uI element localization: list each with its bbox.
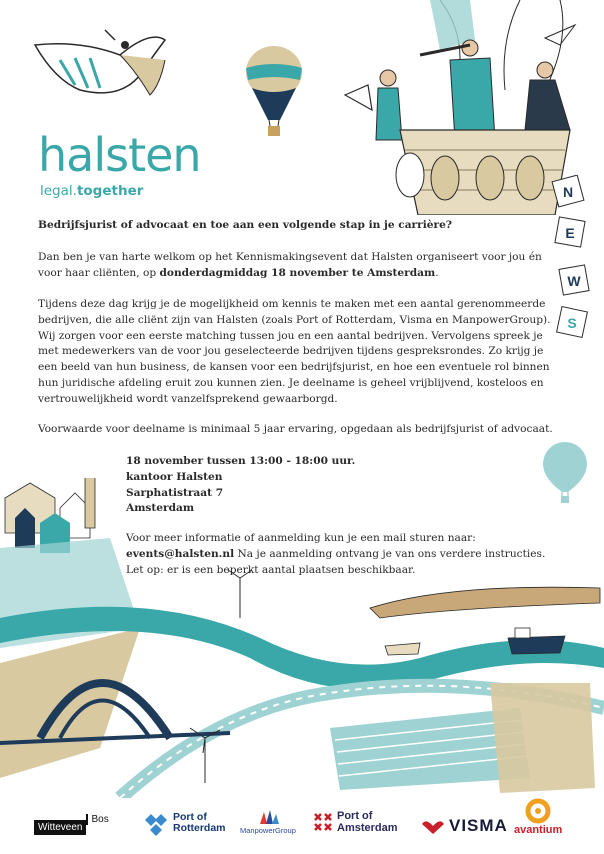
striped-field xyxy=(330,683,595,793)
intro-paragraph: Dan ben je van harte welkom op het Kennismakingsevent dat Halsten organiseert voor jou én voor haar cliënten, op donderdagmiddag 18 november te Amsterdam. xyxy=(38,251,542,279)
port-amsterdam-icon xyxy=(313,811,333,833)
body-paragraph: Tijdens deze dag krijg je de mogelijkheid om kennis te maken met een aantal gerenommeerde bedrijven, die alle cliënt zijn van Halsten (zoals Port of Rotterdam, Visma en ManpowerGroup). Wij zorgen voor een eerste matching tussen jou en een aantal bedrijven. Vervolgens spreek je met medewerkers van de voor jou geselecteerde bedrijven tijdens gespreksrondes. Zo krijg je een beeld van hun business, de kansen voor een bedrijfsjurist, en hoe een eventuele rol binnen hun juridische afdeling eruit zou kunnen zien. Je deelname is geheel vrijblijvend, kosteloos en vertrouwelijkheid wordt vanzelfsprekend gewaarborgd. xyxy=(38,298,551,405)
manpower-icon xyxy=(256,808,280,826)
news-letter-w: W xyxy=(567,273,581,289)
partner-manpowergroup: ManpowerGroup xyxy=(240,808,296,835)
contact-email-link[interactable]: events@halsten.nl xyxy=(126,547,235,560)
small-balloon xyxy=(246,46,302,136)
partner-visma: VISMA xyxy=(420,816,508,836)
avantium-icon xyxy=(523,798,553,824)
event-street: Sarphatistraat 7 xyxy=(126,486,224,499)
halsten-tagline: legal.together xyxy=(40,183,144,199)
partner-port-of-amsterdam: Port of Amsterdam xyxy=(313,810,398,834)
contact-note: Let op: er is een beperkt aantal plaatsen beschikbaar. xyxy=(126,563,416,576)
dike xyxy=(370,587,600,618)
news-letter-e: E xyxy=(565,225,575,241)
halsten-logo: halsten xyxy=(38,128,201,182)
landscape-illustration xyxy=(0,478,604,798)
windmill-illustration xyxy=(190,570,252,783)
requirement-paragraph: Voorwaarde voor deelname is minimaal 5 jaar ervaring, opgedaan als bedrijfsjurist of advocaat. xyxy=(38,423,553,435)
port-rotterdam-icon xyxy=(143,810,169,836)
event-date-time: 18 november tussen 13:00 - 18:00 uur. xyxy=(126,455,356,467)
event-city: Amsterdam xyxy=(126,502,195,515)
visma-icon xyxy=(420,818,446,834)
paper-plane-icon xyxy=(545,25,575,45)
contact-paragraph: Voor meer informatie of aanmelding kun je een mail sturen naar: events@halsten.nl Na je aanmelding ontvang je van ons verdere instructies. Let op: er is een beperkt aantal plaatsen beschikbaar. xyxy=(126,531,546,578)
partner-witteveen-bos: Witteveen Bos xyxy=(34,820,112,835)
news-letter-s: S xyxy=(567,315,577,331)
news-letter-n: N xyxy=(562,184,574,200)
contact-intro: Voor meer informatie of aanmelding kun je een mail sturen naar: xyxy=(126,532,476,544)
partner-avantium: avantium xyxy=(514,798,562,836)
partner-logos xyxy=(0,798,604,854)
bird-illustration xyxy=(35,30,165,95)
page-heading: Bedrijfsjurist of advocaat en toe aan een volgende stap in je carrière? xyxy=(38,219,453,231)
news-papers xyxy=(545,175,600,345)
event-venue: kantoor Halsten xyxy=(126,470,223,483)
big-balloon xyxy=(345,0,570,215)
partner-port-of-rotterdam: Port of Rotterdam xyxy=(143,810,226,836)
field-sand xyxy=(0,628,140,778)
